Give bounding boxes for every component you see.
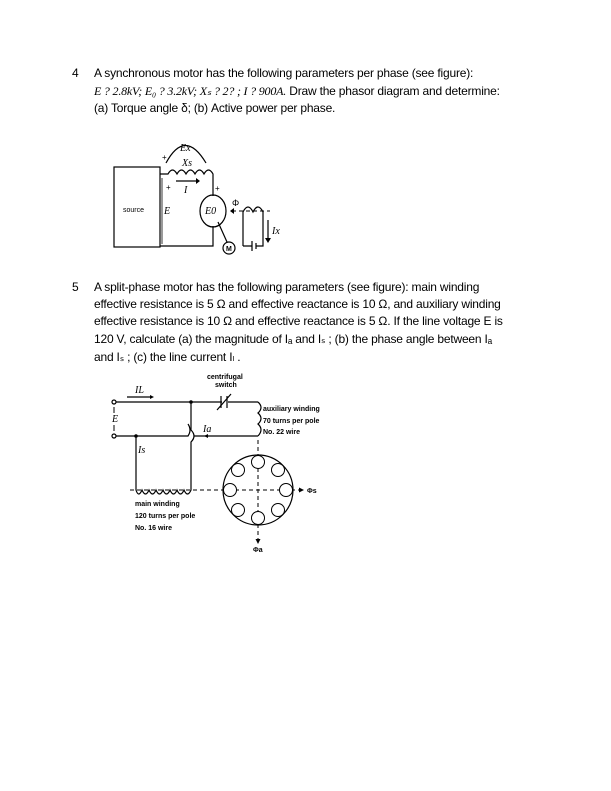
problem-5-line-4: 120 V, calculate (a) the magnitude of Iₐ and Iₛ ; (b) the phase angle between Iₐ	[94, 332, 492, 346]
plus-sign: +	[166, 183, 171, 192]
main-turns-label: 120 turns per pole	[135, 513, 196, 520]
problem-4-number: 4	[72, 66, 79, 80]
split-phase-motor-figure	[111, 374, 320, 554]
problem-5-line-5: and Iₛ ; (c) the line current Iₗ .	[94, 350, 241, 364]
source-label: source	[123, 207, 145, 214]
plus-sign: +	[162, 153, 167, 162]
problem-4-line-2-text: Draw the phasor diagram and determine:	[286, 84, 500, 98]
aux-winding-label: auxiliary winding	[263, 406, 320, 413]
problem-5-line-3: effective resistance is 10 Ω and effective reactance is 5 Ω. If the line voltage E is	[94, 314, 503, 328]
problem-4-math: E ? 2.8kV; E₀ ? 3.2kV; Xₛ ? 2? ; I ? 900A.	[94, 84, 287, 98]
il-label: IL	[135, 385, 144, 396]
main-winding-label: main winding	[135, 501, 180, 508]
problem-5-line-2: effective resistance is 5 Ω and effective reactance is 10 Ω, and auxiliary winding	[94, 297, 501, 311]
aux-wire-label: No. 22 wire	[263, 429, 300, 436]
xs-label: Xs	[182, 158, 192, 169]
motor-label: M	[226, 246, 232, 253]
ix-label: Ix	[272, 226, 280, 237]
main-wire-label: No. 16 wire	[135, 525, 172, 532]
problem-4-line-3: (a) Torque angle δ; (b) Active power per phase.	[94, 101, 336, 115]
problem-5-number: 5	[72, 280, 79, 294]
e0-label: E0	[205, 206, 217, 217]
phi-a-label: Φa	[253, 547, 263, 554]
is-label: Is	[138, 445, 146, 456]
ex-label: Ex	[180, 143, 191, 154]
problem-5-line-1: A split-phase motor has the following parameters (see figure): main winding	[94, 280, 480, 294]
synchronous-motor-circuit-figure	[114, 143, 280, 254]
aux-turns-label: 70 turns per pole	[263, 418, 320, 425]
switch-label: switch	[215, 382, 237, 389]
centrifugal-switch-label: centrifugal	[207, 374, 243, 381]
plus-sign: +	[215, 184, 220, 193]
problem-4-line-1: A synchronous motor has the following parameters per phase (see figure):	[94, 66, 474, 80]
ia-label: Ia	[203, 424, 212, 435]
e-label: E	[112, 414, 119, 425]
phi-label: Φ	[232, 198, 240, 208]
phi-s-label: Φs	[307, 488, 317, 495]
i-label: I	[184, 185, 188, 196]
e-label: E	[164, 206, 171, 217]
